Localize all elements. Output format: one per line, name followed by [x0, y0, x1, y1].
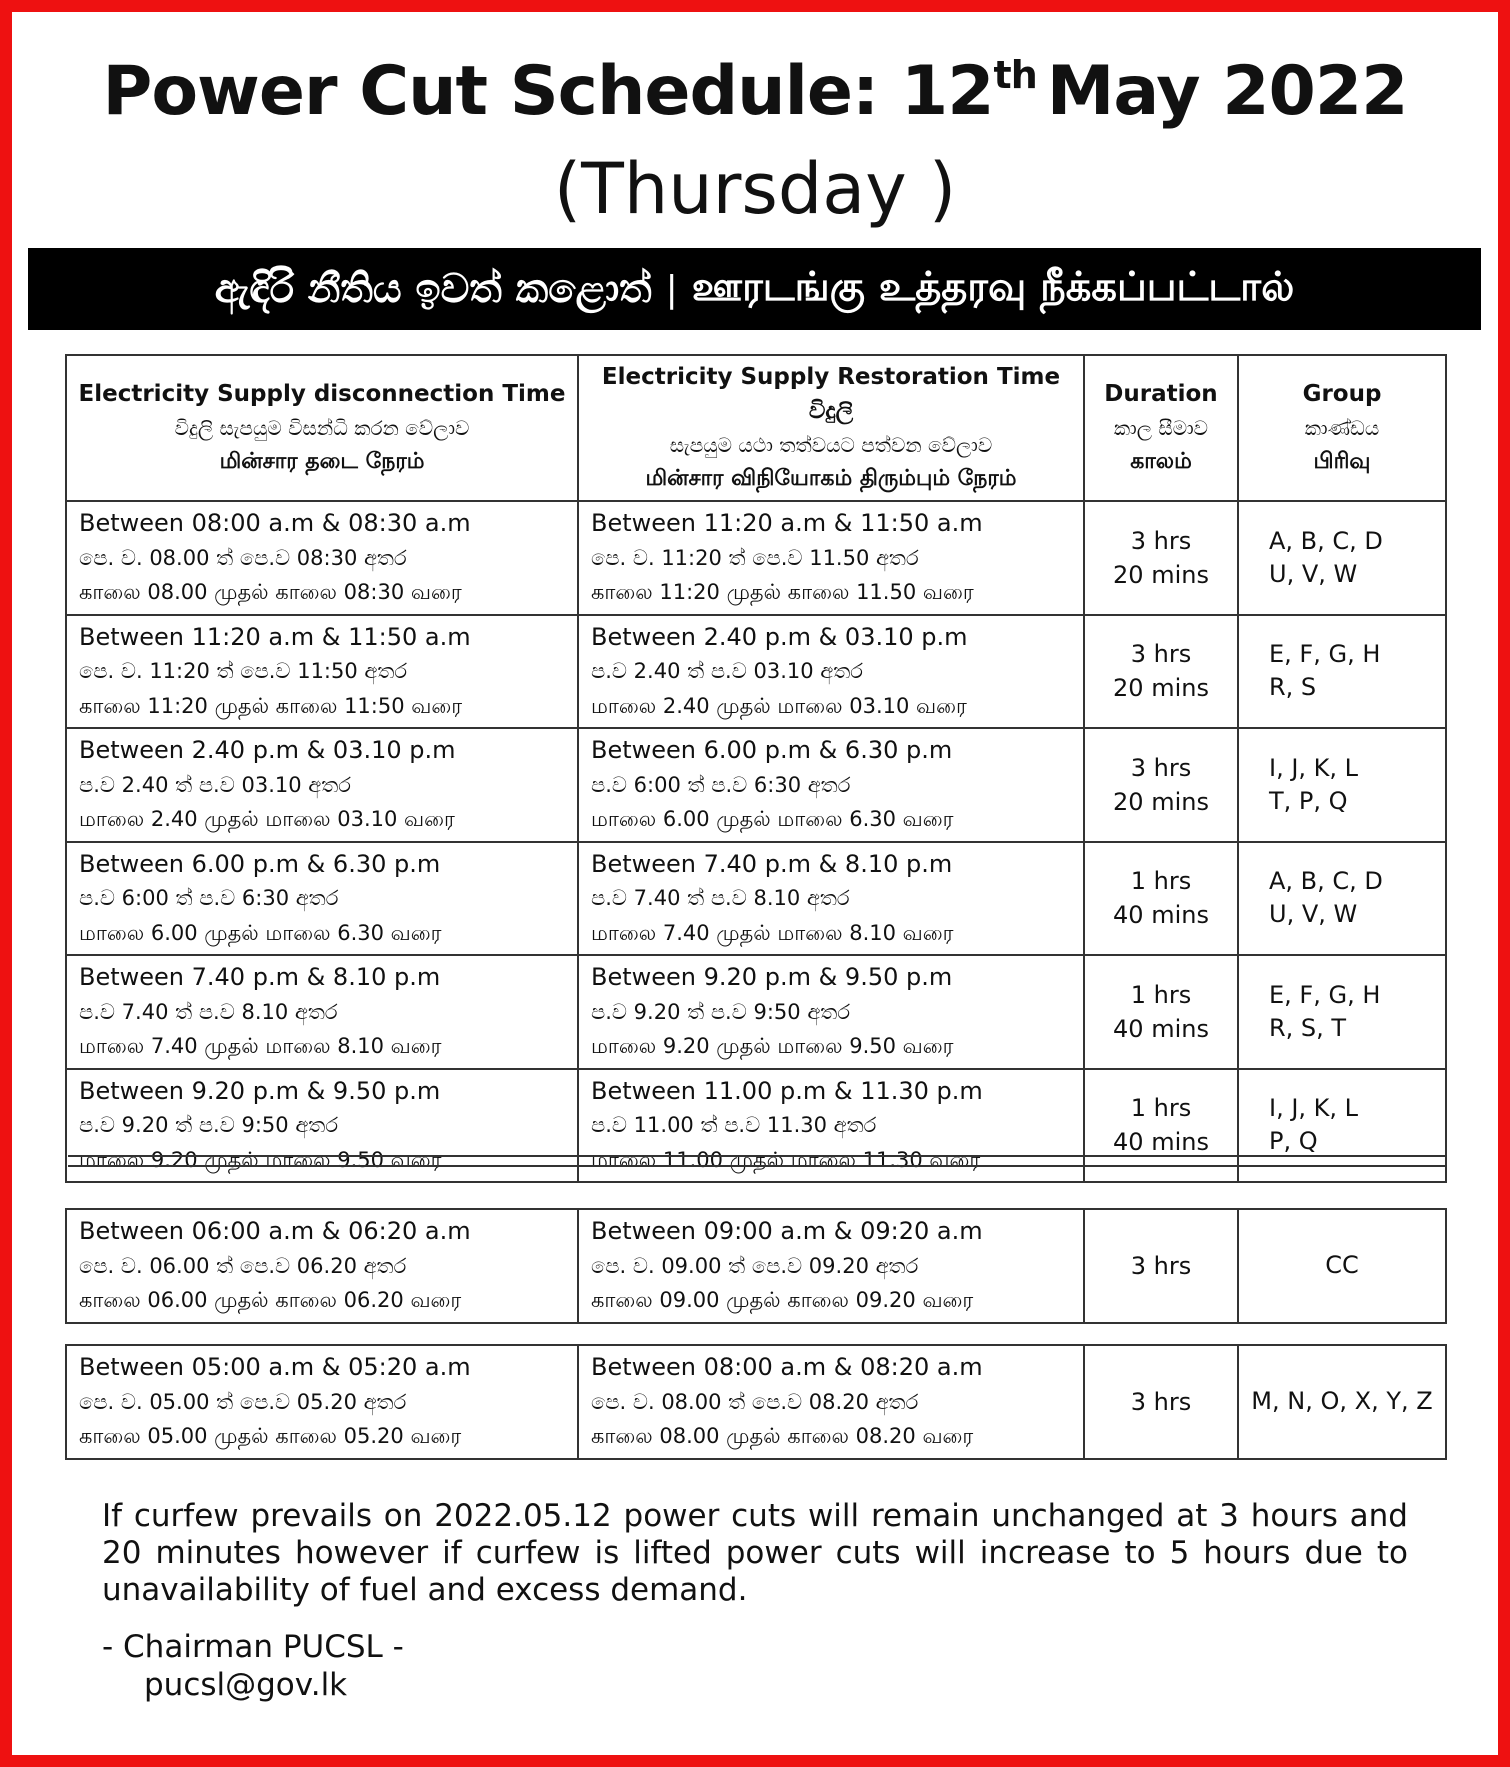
group-cell — [1238, 955, 1446, 1069]
header-en: Duration — [1104, 381, 1218, 407]
signature-name: - Chairman PUCSL - — [102, 1629, 404, 1665]
duration-cell — [1084, 501, 1238, 615]
header-si: කාණ්ඩය — [1304, 416, 1380, 440]
time-si: ප.ව 6:00 ත් ප.ව 6:30 අතර — [591, 772, 851, 797]
curfew-note: If curfew prevails on 2022.05.12 power cuts will remain unchanged at 3 hours and 20 minutes however if curfew is lifted power cuts will increase to 5 hours due to unavailability of fuel and excess demand. — [102, 1498, 1408, 1608]
time-si: පෙ. ව. 08.00 ත් පෙ.ව 08.20 අතර — [591, 1389, 919, 1414]
group-line: U, V, W — [1269, 559, 1358, 588]
group-cell — [1238, 501, 1446, 615]
disconnection-time-cell — [66, 615, 578, 729]
time-ta: மாலை 9.20 முதல் மாலை 9.50 வரை — [79, 1147, 442, 1172]
schedule-table — [65, 354, 1447, 1183]
restoration-time-cell — [578, 842, 1084, 956]
duration-minutes: 20 mins — [1113, 674, 1209, 703]
disconnection-time-cell — [66, 501, 578, 615]
time-si: ප.ව 9.20 ත් ප.ව 9:50 අතර — [79, 1113, 338, 1137]
time-si: පෙ. ව. 05.00 ත් පෙ.ව 05.20 අතර — [79, 1389, 407, 1414]
restoration-time-cell — [578, 501, 1084, 615]
header-si: සැපයුම යථා තත්වයට පත්වන වේලාව — [669, 433, 993, 457]
time-en: Between 6.00 p.m & 6.30 p.m — [79, 849, 441, 878]
group-line: E, F, G, H — [1269, 640, 1381, 669]
group-line: P, Q — [1269, 1127, 1318, 1156]
header-ta: மின்சார தடை நேரம் — [219, 449, 425, 474]
time-en: Between 7.40 p.m & 8.10 p.m — [79, 963, 441, 991]
group-line: I, J, K, L — [1269, 753, 1359, 782]
group-line: R, S — [1269, 673, 1317, 702]
table-row — [66, 1209, 1446, 1323]
time-si: ප.ව 11.00 ත් ප.ව 11.30 අතර — [591, 1113, 877, 1137]
divider-line — [68, 1165, 1446, 1167]
banner-separator: | — [665, 268, 678, 310]
header-group — [1238, 355, 1446, 501]
extra-schedule-table-cc — [65, 1208, 1447, 1324]
time-en: Between 2.40 p.m & 03.10 p.m — [79, 736, 456, 764]
header-en: Electricity Supply disconnection Time — [78, 381, 566, 407]
time-en: Between 11:20 a.m & 11:50 a.m — [79, 622, 471, 651]
extra-schedule-table-mno — [65, 1344, 1447, 1460]
time-si: පෙ. ව. 08.00 ත් පෙ.ව 08:30 අතර — [79, 545, 407, 570]
time-si: ප.ව 7.40 ත් ප.ව 8.10 අතර — [79, 999, 338, 1024]
time-en: Between 11:20 a.m & 11:50 a.m — [591, 509, 983, 537]
time-en: Between 9.20 p.m & 9.50 p.m — [591, 963, 953, 991]
table-row — [66, 501, 1446, 615]
time-ta: மாலை 9.20 முதல் மாலை 9.50 வரை — [591, 1034, 954, 1058]
duration-cell — [1084, 842, 1238, 956]
restoration-time-cell — [578, 728, 1084, 842]
duration-minutes: 20 mins — [1113, 787, 1209, 816]
header-ta: மின்சார விநியோகம் திரும்பும் நேரம் — [645, 466, 1017, 491]
banner-tamil: ஊரடங்கு உத்தரவு நீக்கப்பட்டால் — [691, 263, 1295, 310]
group-cell — [1238, 842, 1446, 956]
time-ta: மாலை 7.40 முதல் மாலை 8.10 வரை — [79, 1034, 442, 1058]
duration-hours: 1 hrs — [1130, 1094, 1192, 1123]
group-cell — [1238, 728, 1446, 842]
signature-email: pucsl@gov.lk — [144, 1667, 348, 1703]
disconnection-time-cell — [66, 728, 578, 842]
time-en: Between 7.40 p.m & 8.10 p.m — [591, 849, 953, 878]
time-en: Between 2.40 p.m & 03.10 p.m — [591, 622, 968, 651]
signature-block — [102, 1628, 404, 1704]
time-ta: காலை 05.00 முதல் காலை 05.20 வரை — [79, 1424, 462, 1448]
time-ta: காலை 09.00 முதல் காலை 09.20 வரை — [591, 1288, 974, 1312]
time-ta: காலை 11:20 முதல் காலை 11:50 வரை — [79, 693, 463, 718]
table-row — [66, 842, 1446, 956]
restoration-time-cell — [578, 955, 1084, 1069]
group-cell: CC — [1238, 1209, 1446, 1323]
restoration-time-cell — [578, 1209, 1084, 1323]
time-en: Between 05:00 a.m & 05:20 a.m — [79, 1353, 471, 1381]
duration-hours: 1 hrs — [1130, 867, 1192, 896]
time-ta: மாலை 2.40 முதல் மாலை 03.10 வரை — [591, 693, 967, 718]
disconnection-time-cell — [66, 1345, 578, 1459]
duration-minutes: 40 mins — [1113, 1128, 1209, 1157]
disconnection-time-cell — [66, 1209, 578, 1323]
page-title: Power Cut Schedule: 12th May 2022 — [102, 52, 1408, 131]
table-row — [66, 955, 1446, 1069]
time-ta: மாலை 2.40 முதல் மாலை 03.10 வரை — [79, 807, 455, 831]
duration-cell — [1084, 955, 1238, 1069]
time-en: Between 08:00 a.m & 08:30 a.m — [79, 509, 471, 537]
time-si: ප.ව 2.40 ත් ප.ව 03.10 අතර — [79, 772, 351, 797]
title-ordinal-suffix: th — [993, 53, 1037, 97]
duration-hours: 3 hrs — [1130, 640, 1192, 669]
time-si: පෙ. ව. 11:20 ත් පෙ.ව 11.50 අතර — [591, 545, 919, 570]
duration-cell — [1084, 728, 1238, 842]
group-cell: M, N, O, X, Y, Z — [1238, 1345, 1446, 1459]
time-ta: காலை 06.00 முதல் காலை 06.20 வரை — [79, 1288, 462, 1312]
group-line: E, F, G, H — [1269, 980, 1381, 1009]
time-si: පෙ. ව. 09.00 ත් පෙ.ව 09.20 අතර — [591, 1253, 919, 1278]
table-header-row — [66, 355, 1446, 501]
time-en: Between 09:00 a.m & 09:20 a.m — [591, 1217, 983, 1245]
table-row — [66, 615, 1446, 729]
page-subtitle: (Thursday ) — [553, 148, 957, 230]
duration-minutes: 40 mins — [1113, 1014, 1209, 1043]
duration-hours: 3 hrs — [1130, 526, 1192, 555]
duration-minutes: 40 mins — [1113, 901, 1209, 930]
banner-sinhala: ඇඳිරි නීතිය ඉවත් කළොත් — [214, 266, 652, 312]
duration-cell: 3 hrs — [1084, 1345, 1238, 1459]
time-si: පෙ. ව. 11:20 ත් පෙ.ව 11:50 අතර — [79, 659, 408, 683]
time-ta: மாலை 11.00 முதல் மாலை 11.30 வரை — [591, 1147, 981, 1172]
header-disconnection-time — [66, 355, 578, 501]
time-en: Between 11.00 p.m & 11.30 p.m — [591, 1076, 983, 1105]
duration-minutes: 20 mins — [1113, 560, 1209, 589]
time-ta: மாலை 6.00 முதல் மாலை 6.30 வரை — [591, 807, 954, 831]
time-ta: மாலை 7.40 முதல் மாலை 8.10 வரை — [591, 920, 954, 945]
disconnection-time-cell — [66, 842, 578, 956]
header-duration — [1084, 355, 1238, 501]
duration-cell — [1084, 615, 1238, 729]
restoration-time-cell — [578, 615, 1084, 729]
duration-hours: 1 hrs — [1130, 980, 1192, 1009]
table-row — [66, 728, 1446, 842]
header-ta: காலம் — [1130, 449, 1192, 474]
time-en: Between 08:00 a.m & 08:20 a.m — [591, 1353, 983, 1381]
disconnection-time-cell — [66, 955, 578, 1069]
time-si: ප.ව 2.40 ත් ප.ව 03.10 අතර — [591, 659, 863, 683]
time-si: ප.ව 9.20 ත් ප.ව 9:50 අතර — [591, 999, 850, 1024]
time-ta: காலை 08.00 முதல் காலை 08:30 வரை — [79, 580, 462, 604]
header-restoration-time — [578, 355, 1084, 501]
time-si: පෙ. ව. 06.00 ත් පෙ.ව 06.20 අතර — [79, 1253, 407, 1278]
group-line: A, B, C, D — [1269, 867, 1383, 896]
group-line: R, S, T — [1269, 1013, 1347, 1042]
group-line: I, J, K, L — [1269, 1094, 1359, 1123]
time-ta: காலை 08.00 முதல் காலை 08.20 வரை — [591, 1424, 974, 1448]
time-ta: காலை 11:20 முதல் காலை 11.50 வரை — [591, 580, 974, 604]
time-en: Between 9.20 p.m & 9.50 p.m — [79, 1076, 441, 1105]
header-si: විදුලි සැපයුම විසන්ධි කරන වේලාව — [174, 416, 470, 440]
curfew-banner — [28, 248, 1481, 330]
time-si: ප.ව 6:00 ත් ප.ව 6:30 අතර — [79, 886, 339, 910]
header-en: Group — [1302, 381, 1382, 407]
header-en: Electricity Supply Restoration Time විදුලි — [601, 364, 1061, 424]
header-ta: பிரிவு — [1313, 449, 1371, 474]
time-en: Between 06:00 a.m & 06:20 a.m — [79, 1217, 471, 1245]
group-cell — [1238, 615, 1446, 729]
duration-cell: 3 hrs — [1084, 1209, 1238, 1323]
group-line: T, P, Q — [1269, 786, 1348, 815]
duration-hours: 3 hrs — [1130, 753, 1192, 782]
header-si: කාල සීමාව — [1113, 416, 1209, 440]
restoration-time-cell — [578, 1345, 1084, 1459]
group-line: A, B, C, D — [1269, 526, 1383, 555]
time-ta: மாலை 6.00 முதல் மாலை 6.30 வரை — [79, 920, 442, 945]
divider-line — [68, 1155, 1446, 1157]
group-line: U, V, W — [1269, 900, 1358, 929]
table-row — [66, 1345, 1446, 1459]
time-en: Between 6.00 p.m & 6.30 p.m — [591, 736, 953, 764]
time-si: ප.ව 7.40 ත් ප.ව 8.10 අතර — [591, 886, 850, 910]
